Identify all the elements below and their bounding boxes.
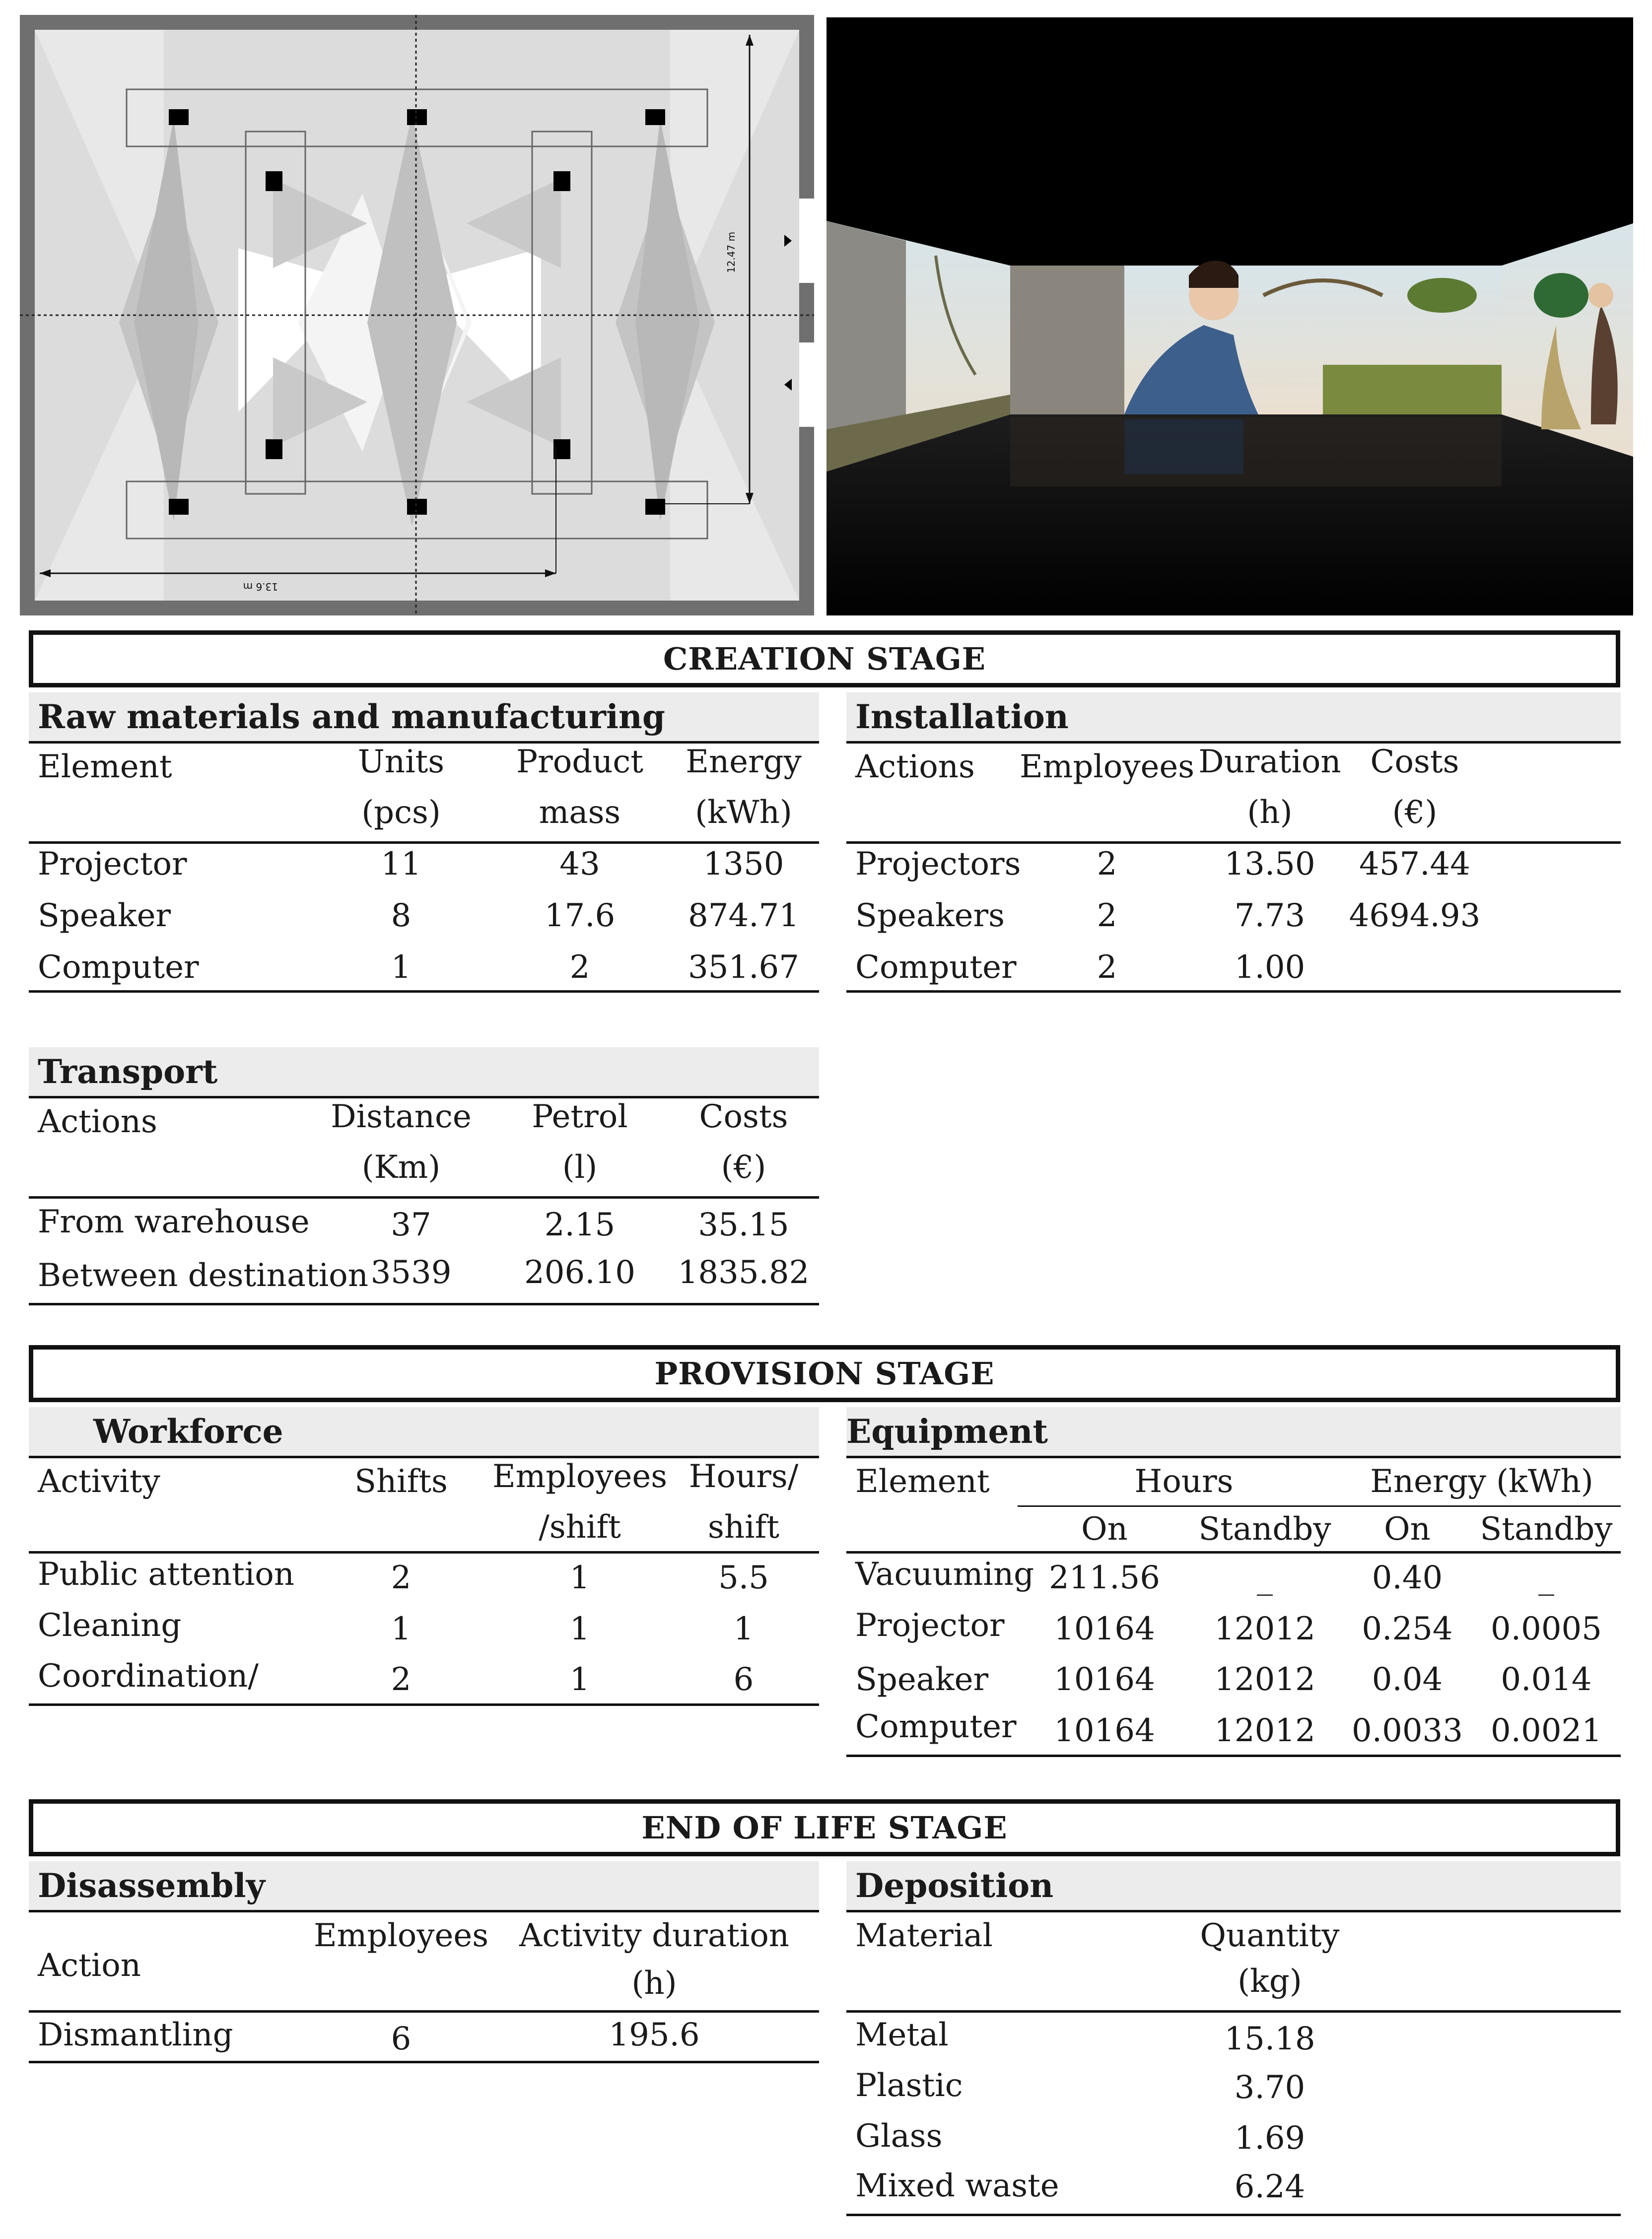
header-cell: Costs [699,1098,788,1135]
end-of-life-stage-banner [29,1799,1620,1856]
creation-stage-banner [29,630,1620,687]
header-cell: Element [855,1463,990,1500]
table-cell: 1.00 [1234,949,1306,986]
header-cell: On [1081,1511,1128,1548]
table-cell: From warehouse [38,1204,310,1240]
table-cell: 1.69 [1234,2120,1306,2157]
transport-title: Transport [29,1047,819,1096]
header-cell: Employees [1019,748,1195,785]
table-cell: 0.0033 [1352,1712,1463,1749]
table-cell: Speaker [38,897,171,934]
table-cell: 12012 [1214,1661,1315,1698]
deposition-title: Deposition [846,1861,1621,1910]
table-cell: 8 [391,897,412,934]
workforce-title: Workforce [29,1407,819,1456]
table-cell: 3.70 [1234,2069,1306,2106]
table-cell: Computer [855,1708,1017,1745]
header-cell: Actions [38,1103,157,1140]
table-cell: 351.67 [688,949,799,986]
header-cell: Actions [855,748,975,785]
deposition-table [846,1861,1621,2224]
table-cell: 1 [391,1611,412,1647]
table-cell: 12012 [1214,1712,1315,1749]
header-cell: (€) [1392,794,1438,831]
table-cell: 3539 [370,1254,452,1291]
table-cell: 1 [569,1661,590,1698]
table-cell: Projectors [855,846,1021,882]
table-cell: Glass [855,2118,943,2155]
raw-materials-table [29,692,819,995]
raw-materials-title: Raw materials and manufacturing [29,692,819,741]
disassembly-title: Disassembly [29,1861,819,1910]
header-cell: Energy (kWh) [1370,1463,1593,1500]
table-cell: 2 [1097,949,1117,986]
table-cell: 206.10 [524,1254,635,1291]
table-cell: 211.56 [1049,1560,1160,1596]
header-cell: (kg) [1238,1963,1302,2000]
table-cell: 0.0021 [1491,1712,1602,1749]
transport-table [29,1047,819,1310]
immersive-room-render [826,17,1633,615]
workforce-table [29,1407,819,1710]
table-cell: 874.71 [688,897,799,934]
header-cell: (€) [721,1149,766,1186]
table-cell: 1 [569,1560,590,1596]
header-cell: Hours [1134,1463,1234,1500]
header-cell: Action [38,1947,141,1984]
header-cell: On [1384,1511,1431,1548]
table-cell: 6.24 [1234,2169,1306,2205]
table-cell: Projector [855,1607,1005,1644]
table-cell: Coordination/ [38,1658,259,1695]
header-cell: (Km) [361,1149,441,1186]
table-cell: 7.73 [1234,897,1306,934]
table-cell: Projector [38,846,187,882]
header-cell: Material [855,1917,993,1954]
table-cell: 2 [391,1661,412,1698]
header-cell: Units [357,744,445,780]
table-cell: 1 [733,1611,754,1647]
header-cell: Standby [1480,1511,1613,1548]
header-cell: Costs [1370,744,1459,780]
header-cell: (h) [631,1965,677,2002]
header-cell: Duration [1198,744,1341,780]
table-cell: Public attention [38,1556,294,1593]
table-cell: 15.18 [1224,2021,1315,2057]
table-cell: 10164 [1054,1661,1155,1698]
header-cell: Activity duration [519,1917,789,1954]
table-cell: 2 [391,1560,412,1596]
header-cell: (kWh) [695,794,792,831]
table-cell: 2 [1097,846,1117,882]
table-cell: _ [1538,1560,1554,1596]
provision-stage-banner [29,1345,1620,1402]
header-cell: /shift [539,1509,621,1546]
header-cell: shift [708,1509,779,1546]
end-of-life-stage-title: END OF LIFE STAGE [641,1810,1008,1846]
header-cell: (pcs) [361,794,441,831]
header-cell: Standby [1198,1511,1331,1548]
table-cell: 4694.93 [1349,897,1481,934]
table-cell: _ [1257,1560,1273,1596]
table-cell: Speakers [855,897,1005,934]
table-cell: 37 [391,1207,431,1243]
table-cell: 0.254 [1362,1611,1453,1647]
plan-dimension-horizontal: 13.6 m [243,581,278,593]
table-cell: 1 [391,949,412,986]
table-cell: Metal [855,2017,949,2053]
table-cell: 10164 [1054,1712,1155,1749]
table-cell: 6 [391,2021,412,2057]
table-cell: 6 [733,1661,754,1698]
table-cell: Speaker [855,1661,989,1698]
table-cell: Dismantling [38,2017,233,2053]
table-cell: Computer [855,949,1017,986]
installation-title: Installation [846,692,1621,741]
equipment-title: Equipment [846,1407,1621,1456]
table-cell: 0.014 [1501,1661,1592,1698]
table-cell: Cleaning [38,1607,182,1644]
table-cell: Between destination [38,1257,368,1294]
header-cell: (h) [1247,794,1293,831]
floor-plan-diagram [20,15,814,615]
table-cell: Vacuuming [855,1556,1034,1593]
table-cell: 457.44 [1359,846,1470,882]
header-cell: (l) [562,1149,598,1186]
table-cell: 1350 [703,846,784,882]
header-cell: Product [516,744,643,780]
table-cell: 5.5 [718,1560,769,1596]
header-cell: Hours/ [688,1458,799,1495]
header-cell: Employees [492,1458,668,1495]
equipment-table [846,1407,1621,1760]
header-cell: Element [38,748,172,785]
table-cell: 12012 [1214,1611,1315,1647]
table-cell: 1 [569,1611,590,1647]
header-cell: Distance [331,1098,472,1135]
table-cell: 13.50 [1224,846,1315,882]
table-cell: 35.15 [698,1207,789,1243]
installation-table [846,692,1621,995]
table-cell: 2.15 [544,1207,616,1243]
disassembly-table [29,1861,819,2070]
table-cell: 43 [559,846,600,882]
table-cell: 0.40 [1372,1560,1443,1596]
table-cell: 10164 [1054,1611,1155,1647]
table-cell: Computer [38,949,199,986]
creation-stage-title: CREATION STAGE [663,641,986,677]
table-cell: Plastic [855,2067,963,2104]
plan-dimension-vertical: 12.47 m [725,231,737,273]
header-cell: Energy [686,744,802,780]
table-cell: 2 [1097,897,1117,934]
table-cell: 0.04 [1372,1661,1443,1698]
header-cell: Employees [313,1917,489,1954]
table-cell: 1835.82 [678,1254,810,1291]
header-cell: Petrol [532,1098,628,1135]
header-cell: Shifts [354,1463,448,1500]
table-cell: Mixed waste [855,2168,1059,2204]
header-cell: Activity [38,1463,160,1500]
table-cell: 2 [569,949,590,986]
header-cell: Quantity [1200,1917,1340,1954]
provision-stage-title: PROVISION STAGE [654,1356,995,1392]
table-cell: 17.6 [544,897,616,934]
header-cell: mass [539,794,621,831]
table-cell: 11 [381,846,421,882]
table-cell: 195.6 [609,2017,700,2053]
table-cell: 0.0005 [1491,1611,1602,1647]
